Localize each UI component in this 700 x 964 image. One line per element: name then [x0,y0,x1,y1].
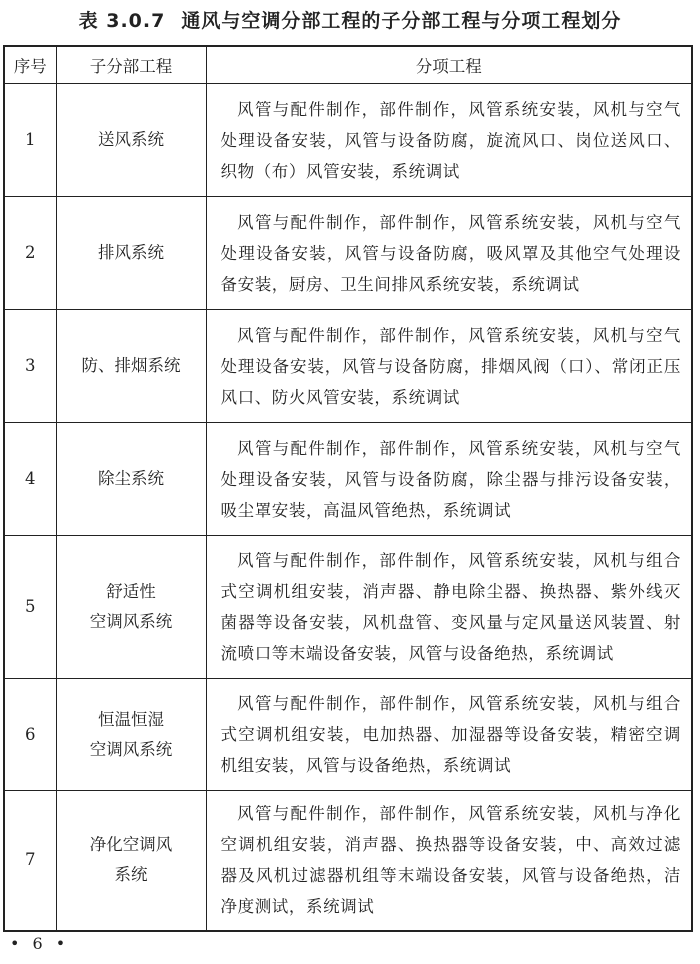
row-sub-division [56,423,206,536]
row-index: 4 [4,423,56,536]
table-number: 表 3.0.7 [78,10,166,32]
row-index: 7 [4,791,56,931]
row-items [206,197,692,310]
row-items [206,310,692,423]
items-text: 风管与配件制作，部件制作，风管系统安装，风机与组合式空调机组安装，消声器、静电除尘器、换热器、紫外线灭菌器等设备安装，风机盘管、变风量与定风量送风装置、射流喷口等末端设备安装，风管与设备绝热，系统调试 [220,551,681,663]
row-sub-division [56,679,206,791]
row-sub-division [56,536,206,679]
row-items [206,679,692,791]
items-text: 风管与配件制作，部件制作，风管系统安装，风机与空气处理设备安装，风管与设备防腐，吸风罩及其他空气处理设备安装，厨房、卫生间排风系统安装，系统调试 [220,212,681,294]
items-text: 风管与配件制作，部件制作，风管系统安装，风机与空气处理设备安装，风管与设备防腐，除尘器与排污设备安装，吸尘罩安装，高温风管绝热，系统调试 [220,438,681,520]
row-items [206,84,692,197]
row-sub-division [56,310,206,423]
sub-division-name-line-1: 舒适性 [106,582,156,601]
sub-division-name-line-1: 恒温恒湿 [98,709,164,729]
items-text: 风管与配件制作，部件制作，风管系统安装，风机与净化空调机组安装，消声器、换热器等设备安装，中、高效过滤器及风机过滤器机组等末端设备安装，风管与设备绝热，洁净度测试，系统调试 [220,804,681,917]
sub-division-name: 防、排烟系统 [81,356,181,375]
header-index: 序号 [4,46,56,84]
table-row [4,310,692,423]
table-row [4,536,692,679]
row-sub-division [56,791,206,931]
sub-division-name: 除尘系统 [98,469,164,488]
table-caption [0,6,700,33]
table-row [4,84,692,197]
subdivision-table [3,45,693,932]
row-index: 5 [4,536,56,679]
row-index: 2 [4,197,56,310]
row-items [206,791,692,931]
sub-division-name: 排风系统 [98,243,164,262]
table-title: 通风与空调分部工程的子分部工程与分项工程划分 [181,10,622,32]
header-sub-division: 子分部工程 [56,46,206,84]
page-number: • 6 • [10,934,70,953]
row-items [206,536,692,679]
items-text: 风管与配件制作，部件制作，风管系统安装，风机与组合式空调机组安装，电加热器、加湿器等设备安装，精密空调机组安装，风管与设备绝热，系统调试 [220,694,681,775]
sub-division-name-line-2: 系统 [114,865,148,885]
sub-division-name: 送风系统 [98,130,164,149]
table-row [4,791,692,931]
items-text: 风管与配件制作，部件制作，风管系统安装，风机与空气处理设备安装，风管与设备防腐，排烟风阀（口）、常闭正压风口、防火风管安装，系统调试 [220,325,681,407]
header-items: 分项工程 [206,46,692,84]
table-row [4,423,692,536]
items-text: 风管与配件制作，部件制作，风管系统安装，风机与空气处理设备安装，风管与设备防腐，旋流风口、岗位送风口、织物（布）风管安装，系统调试 [220,99,681,181]
table-row [4,197,692,310]
row-items [206,423,692,536]
sub-division-name-line-2: 空调风系统 [89,612,173,631]
row-index: 3 [4,310,56,423]
table-row [4,679,692,791]
table-header-row [4,46,692,84]
row-index: 1 [4,84,56,197]
row-index: 6 [4,679,56,791]
row-sub-division [56,84,206,197]
sub-division-name-line-1: 净化空调风 [89,835,173,855]
sub-division-name-line-2: 空调风系统 [89,739,173,759]
row-sub-division [56,197,206,310]
